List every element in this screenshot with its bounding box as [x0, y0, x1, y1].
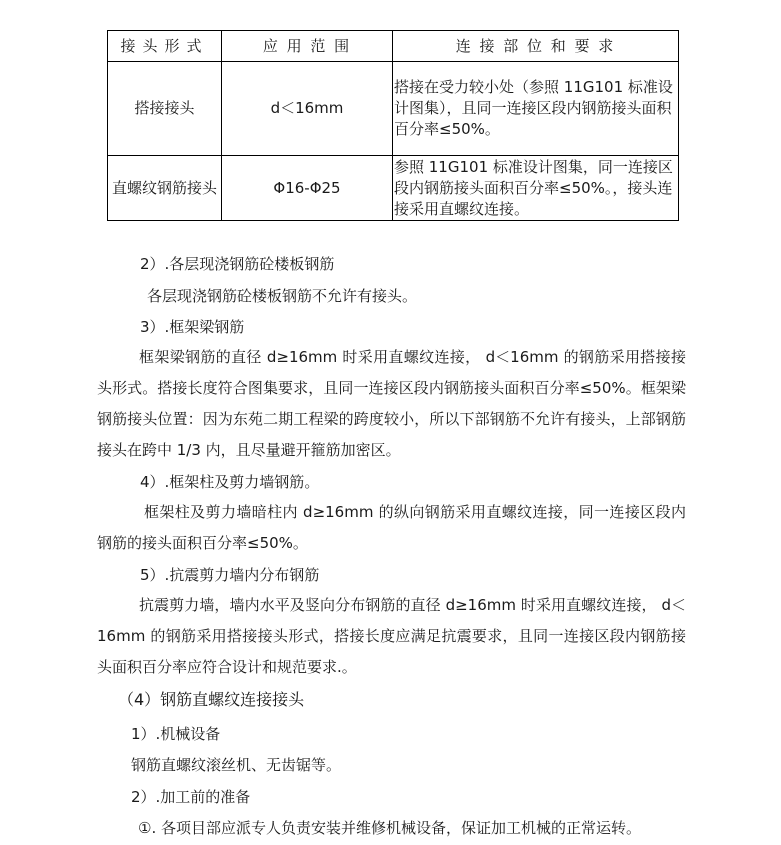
cell-form: 直螺纹钢筋接头	[108, 156, 222, 221]
header-application-range: 应 用 范 围	[222, 31, 393, 62]
table-header-row	[108, 31, 679, 62]
heading-threaded-joint: （4）钢筋直螺纹连接接头	[118, 690, 305, 709]
joint-spec-table	[107, 30, 679, 221]
section-body-shear-wall: 抗震剪力墙，墙内水平及竖向分布钢筋的直径 d≥16mm 时采用直螺纹连接， d＜16mm 的钢筋采用搭接接头形式，搭接长度应满足抗震要求，且同一连接区段内钢筋接头面积百分率应符合设计和规范要求.。	[97, 596, 686, 676]
table-row	[108, 156, 679, 221]
section-title-beam: 3）.框架梁钢筋	[140, 318, 245, 336]
subsection-body-equipment: 钢筋直螺纹滚丝机、无齿锯等。	[131, 756, 342, 774]
subsection-title-preparation: 2）.加工前的准备	[131, 788, 251, 806]
section-body-beam: 框架梁钢筋的直径 d≥16mm 时采用直螺纹连接， d＜16mm 的钢筋采用搭接接头形式。搭接长度符合图集要求，且同一连接区段内钢筋接头面积百分率≤50%。框架梁钢筋接头位置：因为东苑二期工程梁的跨度较小，所以下部钢筋不允许有接头，上部钢筋接头在跨中 1/3 内，且尽量避开箍筋加密区。	[97, 348, 686, 459]
section-title-shear-wall: 5）.抗震剪力墙内分布钢筋	[140, 566, 320, 584]
cell-form: 搭接接头	[108, 62, 222, 156]
header-requirements: 连 接 部 位 和 要 求	[393, 31, 679, 62]
cell-requirement: 参照 11G101 标准设计图集，同一连接区段内钢筋接头面积百分率≤50%。，接头连接采用直螺纹连接。	[393, 156, 679, 221]
section-body-slab: 各层现浇钢筋砼楼板钢筋不允许有接头。	[147, 287, 418, 305]
header-joint-form: 接头形式	[108, 31, 222, 62]
section-title-slab: 2）.各层现浇钢筋砼楼板钢筋	[140, 255, 335, 273]
preparation-item-1: ①. 各项目部应派专人负责安装并维修机械设备，保证加工机械的正常运转。	[138, 819, 641, 837]
table-row	[108, 62, 679, 156]
cell-range: Φ16-Φ25	[222, 156, 393, 221]
cell-requirement: 搭接在受力较小处（参照 11G101 标准设计图集），且同一连接区段内钢筋接头面积百分率≤50%。	[393, 62, 679, 156]
subsection-title-equipment: 1）.机械设备	[131, 725, 221, 743]
section-body-column-wall: 框架柱及剪力墙暗柱内 d≥16mm 的纵向钢筋采用直螺纹连接，同一连接区段内钢筋的接头面积百分率≤50%。	[97, 503, 686, 552]
section-title-column-wall: 4）.框架柱及剪力墙钢筋。	[140, 473, 320, 491]
cell-range: d＜16mm	[222, 62, 393, 156]
